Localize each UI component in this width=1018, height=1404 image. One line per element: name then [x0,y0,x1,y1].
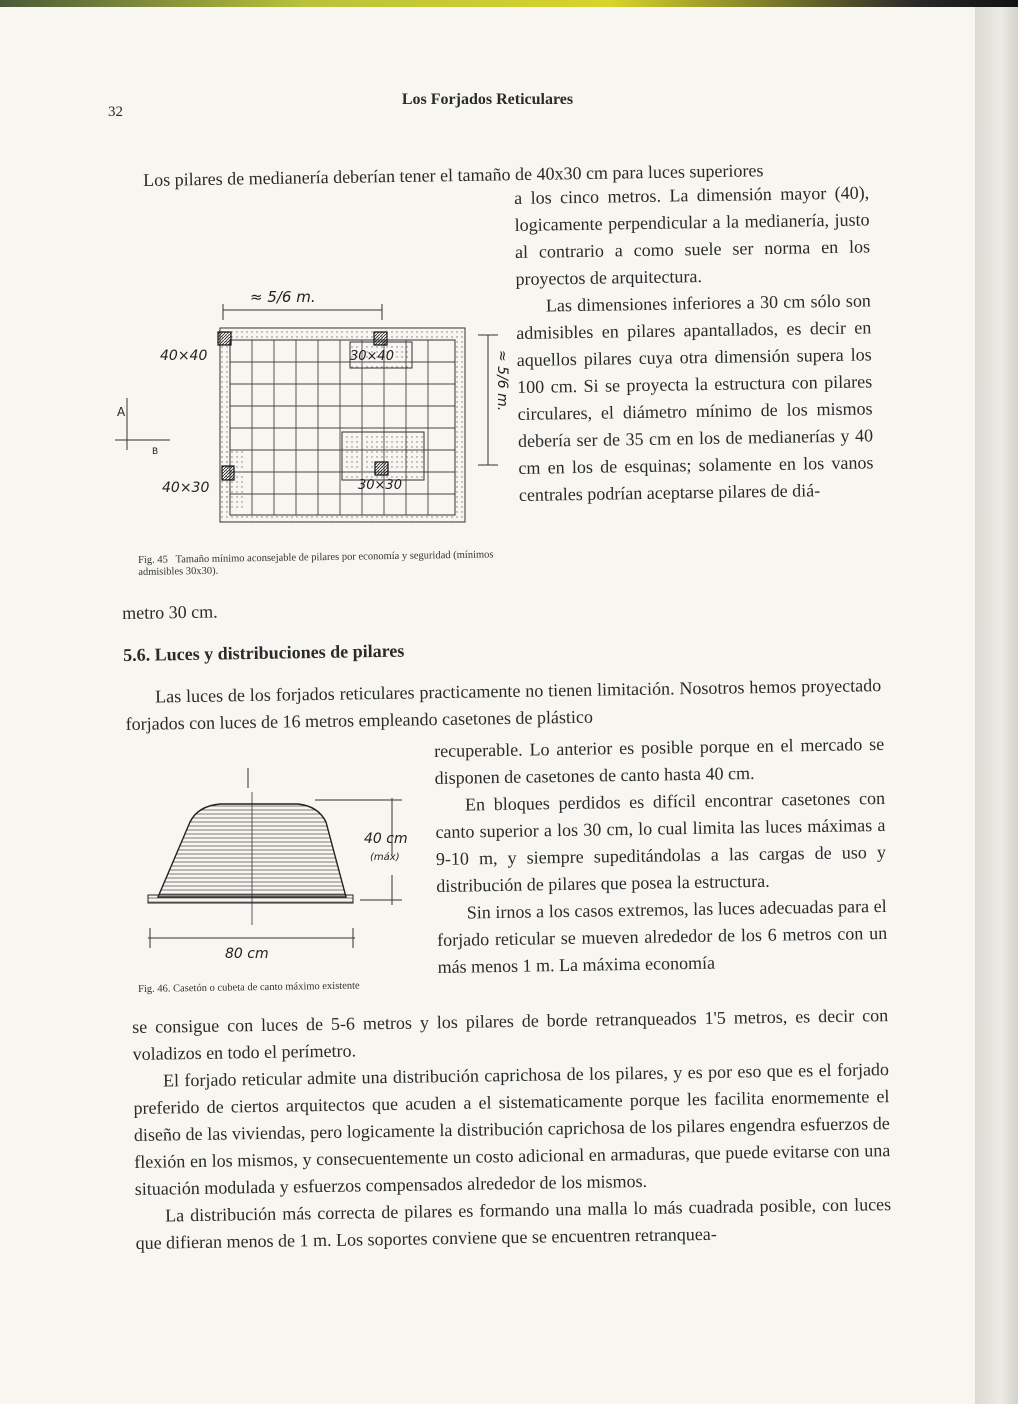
section-para4: El forjado reticular admite una distribución caprichosa de los pilares, y es por eso que es el forjado preferido de ciertos arquitectos que acuden a el sistematicamente porque les facilita enormemente el diseño de las viviendas, pero logicamente la distribución caprichosa de los pilares engendra esfuerzos de flexión en los mismos, y consecuentemente un costo adicional en armaduras, que puede evitarse con una situación modulada y esfuerzos compensados alrededor de los mismos. [133,1059,891,1199]
para1-rest: a los cinco metros. La dimensión mayor (40), logicamente perpendicular a la medianería, justo al contrario a como suele ser norma en los proyectos de arquitectura. [514,182,871,289]
fig45-label-corner: 40×40 [160,348,208,364]
fig45-span-y-label: ≈ 5/6 m. [494,350,510,412]
fig46-caption: Fig. 46. Casetón o cubeta de canto máximo existente [138,980,360,995]
fig45-axis-b: B [152,447,159,457]
section-para5: La distribución más correcta de pilares es formando una malla lo más cuadrada posible, con luces que difieran menos de 1 m. Los soportes conviene que se encuentren retranquea- [135,1194,892,1253]
para2: Las dimensiones inferiores a 30 cm sólo son admisibles en pilares apantallados, es decir en aquellos pilares cuya otra dimensión supera los 100 cm. Si se proyecta la estructura con pilares circulares, el diámetro mínimo de los mismos debería ser de 35 cm en los de medianerías y 40 cm en los de esquinas; solamente en los vanos centrales podrían aceptarse pilares de diá- [516,290,874,505]
fig46-width-label: 80 cm [225,946,269,962]
section-lower-text [132,1002,892,1257]
fig46-drawing [140,760,430,970]
fig45-span-x-label: ≈ 5/6 m. [250,288,316,306]
section-number: 5.6. [123,644,151,665]
fig45-caption-number: Fig. 45 [138,554,168,566]
fig46-height-label: 40 cm [364,831,408,847]
corner-pillar [218,332,231,345]
para1-first-line: Los pilares de medianería deberían tener el tamaño de 40x30 cm para luces superiores [143,160,764,190]
fig46-height-note: (máx) [370,852,400,863]
fig45-axis-a: A [117,405,126,419]
section-para1-rest: recuperable. Lo anterior es posible porque en el mercado se disponen de casetones de canto hasta 40 cm. [434,733,885,788]
caseton-shape [158,804,346,897]
section-para1-text: Las luces de los forjados reticulares practicamente no tienen limitación. Nosotros hemos proyectado forjados con luces de 16 metros empleando casetones de plástico [125,675,882,734]
fig45-label-edge-top: 30×40 [350,349,394,364]
section-right-column [434,731,888,981]
section-heading [123,641,404,666]
interior-pillar [375,462,388,475]
edge-pillar-top [374,332,387,345]
section-para2: En bloques perdidos es difícil encontrar casetones con canto superior a los 30 cm, lo cual limita las luces máximas a 9-10 m, y siempre supeditándolas a las cargas de uso y distribución de pilares que posea la estructura. [435,787,887,896]
right-column-text [514,179,874,509]
edge-pillar-left [222,466,234,480]
fig45-label-interior: 30×30 [358,478,402,493]
section-para3-narrow: Sin irnos a los casos extremos, las luces adecuadas para el forjado reticular se mueven alrededor de los 6 metros con un más menos 1 m. La máxima economía [437,895,888,977]
section-para3-full: se consigue con luces de 5-6 metros y los pilares de borde retranqueados 1'5 metros, es decir con voladizos en todo el perímetro. [132,1005,889,1064]
top-edge-bar [0,0,1018,7]
page-number: 32 [108,104,123,120]
fig45-label-edge-left: 40×30 [162,480,210,496]
facing-page-edge [975,7,1018,1404]
para2-continuation: metro 30 cm. [122,601,218,623]
section-title: Luces y distribuciones de pilares [154,640,405,665]
fig45-drawing [110,280,520,540]
fig45-caption-text: Tamaño mínimo aconsejable de pilares por economía y seguridad (mínimos admisibles 30x30). [138,549,494,578]
running-title: Los Forjados Reticulares [401,91,574,108]
